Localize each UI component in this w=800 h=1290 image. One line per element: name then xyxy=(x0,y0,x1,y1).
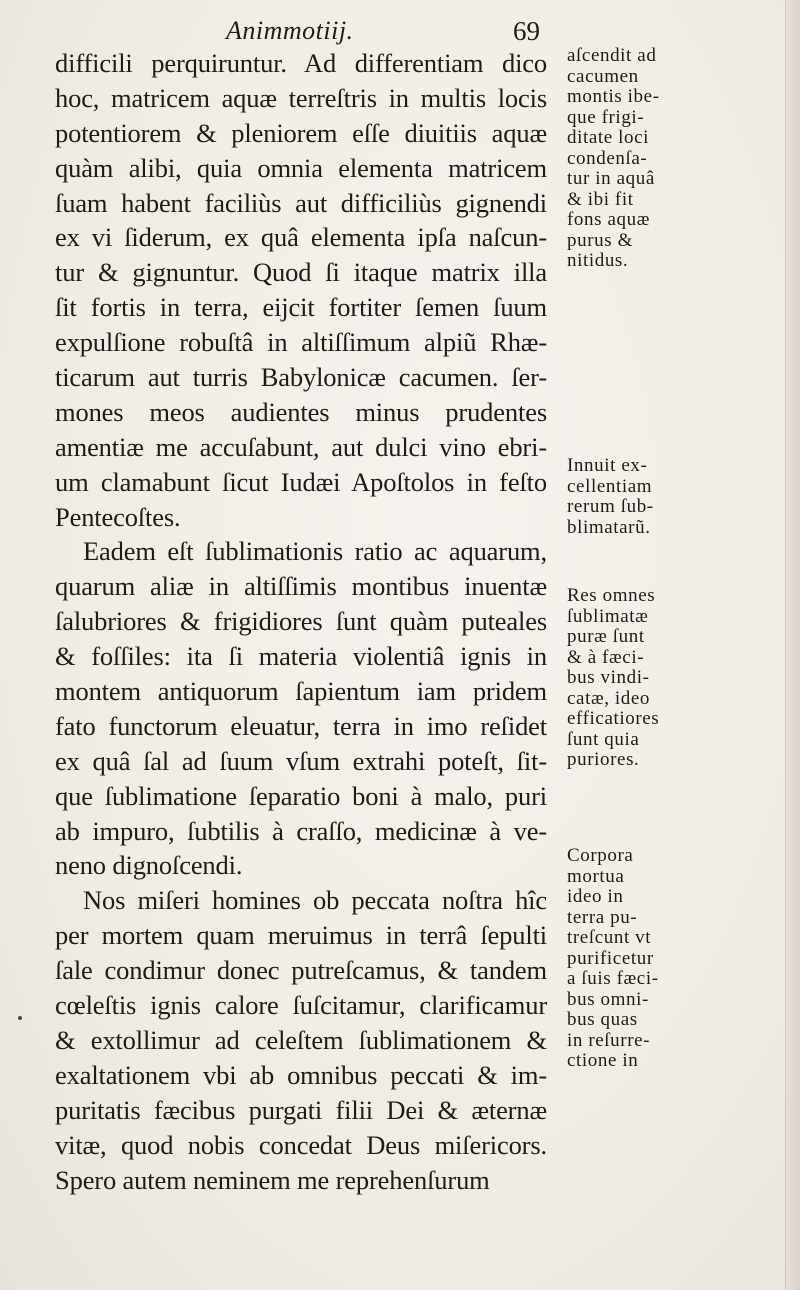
text-line: ſale condimur donec putreſcamus, & tandem xyxy=(55,955,547,986)
text-line: que ſublimatione ſeparatio boni à malo, puri xyxy=(55,780,547,811)
margin-note-line: fons aquæ xyxy=(567,209,650,230)
margin-note-line: que frigi- xyxy=(567,106,645,128)
text-line: Spero autem neminem me reprehenſurum xyxy=(55,1164,490,1195)
margin-note-line: Innuit ex- xyxy=(567,455,648,476)
text-line: Pentecoſtes. xyxy=(55,501,181,532)
text-line: ex quâ ſal ad ſuum vſum extrahi poteſt, ſit- xyxy=(55,745,547,776)
page-edge xyxy=(785,0,800,1290)
text-line: ſalubriores & frigidiores ſunt quàm puteales xyxy=(55,606,547,637)
text-line: exaltationem vbi ab omnibus peccati & im- xyxy=(55,1059,547,1090)
main-text-column xyxy=(55,46,547,1197)
text-line: vitæ, quod nobis concedat Deus miſericors. xyxy=(55,1129,547,1160)
margin-note-line: puriores. xyxy=(567,749,640,770)
text-line: & extollimur ad celeſtem ſublimationem & xyxy=(55,1024,547,1055)
margin-note-line: bus quas xyxy=(567,1009,638,1030)
margin-note-line: & ibi fit xyxy=(567,188,634,210)
text-line: ticarum aut turris Babylonicæ cacumen. ſer- xyxy=(55,362,547,393)
margin-note-line: ſublimatæ xyxy=(567,605,649,627)
text-line: expulſione robuſtâ in altiſſimum alpiũ Rhæ- xyxy=(55,327,547,358)
margin-note-line: ſunt quia xyxy=(567,728,640,750)
margin-note-line: a ſuis fæci- xyxy=(567,968,659,989)
margin-note xyxy=(567,46,660,272)
text-line: difficili perquiruntur. Ad differentiam dico xyxy=(55,48,547,78)
margin-note-line: cellentiam xyxy=(567,475,653,497)
margin-note-line: mortua xyxy=(567,865,625,887)
text-line: ex vi ſiderum, ex quâ elementa ipſa naſcun- xyxy=(55,222,547,253)
page-header xyxy=(190,14,540,48)
margin-note xyxy=(567,456,654,538)
margin-note-line: aſcendit ad xyxy=(567,45,657,66)
margin-note-line: rerum ſub- xyxy=(567,496,654,517)
text-line: ſuam habent faciliùs aut difficiliùs gignendi xyxy=(55,187,547,218)
margin-note-line: puræ ſunt xyxy=(567,626,645,647)
margin-note-line: catæ, ideo xyxy=(567,687,651,709)
margin-note-line: Res omnes xyxy=(567,585,656,606)
text-line: quarum aliæ in altiſſimis montibus inuentæ xyxy=(55,571,547,602)
text-line: & foſſiles: ita ſi materia violentiâ ignis in xyxy=(55,641,547,672)
ink-speck xyxy=(18,1016,22,1020)
margin-note xyxy=(567,846,659,1072)
margin-note-line: bus vindi- xyxy=(567,667,650,688)
margin-note-line: tur in aquâ xyxy=(567,168,655,189)
margin-note-line: Corpora xyxy=(567,845,634,866)
text-line: ſit fortis in terra, eijcit fortiter ſemen ſuum xyxy=(55,292,547,323)
text-line: tur & gignuntur. Quod ſi itaque matrix illa xyxy=(55,257,547,288)
margin-note-line: ditate loci xyxy=(567,127,650,148)
margin-note-line: cacumen xyxy=(567,65,639,87)
text-line: um clamabunt ſicut Iudæi Apoſtolos in feſto xyxy=(55,466,547,497)
text-line: per mortem quam meruimus in terrâ ſepulti xyxy=(55,920,547,951)
text-line: mones meos audientes minus prudentes xyxy=(55,396,547,427)
margin-note-line: in reſurre- xyxy=(567,1029,651,1051)
text-line: neno dignoſcendi. xyxy=(55,850,243,881)
text-line: quàm alibi, quia omnia elementa matricem xyxy=(55,152,547,183)
margin-note-line: nitidus. xyxy=(567,250,629,271)
text-line: puritatis fæcibus purgati filii Dei & æternæ xyxy=(55,1094,547,1125)
margin-note-line: & à fæci- xyxy=(567,646,645,668)
margin-note-line: treſcunt vt xyxy=(567,927,652,948)
text-line: cœleſtis ignis calore ſuſcitamur, clarificamur xyxy=(55,990,547,1021)
running-title: Animmotiij. xyxy=(226,16,354,45)
margin-note-line: ideo in xyxy=(567,886,624,907)
margin-note-line: terra pu- xyxy=(567,906,638,928)
text-line: amentiæ me accuſabunt, aut dulci vino ebri- xyxy=(55,431,547,462)
margin-note-line: condenſa- xyxy=(567,147,648,169)
text-line: montem antiquorum ſapientum iam pridem xyxy=(55,676,547,707)
margin-note-line: ctione in xyxy=(567,1050,639,1071)
text-line: hoc, matricem aquæ terreſtris in multis locis xyxy=(55,82,547,113)
text-line: Eadem eſt ſublimationis ratio ac aquarum, xyxy=(83,536,547,567)
margin-note-line: purus & xyxy=(567,229,633,251)
margin-note-line: efficatiores xyxy=(567,708,660,729)
text-line: fato functorum eleuatur, terra in imo reſidet xyxy=(55,710,547,741)
text-line: Nos miſeri homines ob peccata noſtra hîc xyxy=(83,885,547,916)
text-line: potentiorem & pleniorem eſſe diuitiis aquæ xyxy=(55,117,547,148)
margin-note-line: blimatarũ. xyxy=(567,516,651,538)
page-number: 69 xyxy=(513,16,540,46)
margin-note-line: bus omni- xyxy=(567,988,649,1010)
margin-note xyxy=(567,586,659,771)
margin-note-line: montis ibe- xyxy=(567,86,660,107)
margin-note-line: purificetur xyxy=(567,947,654,969)
text-line: ab impuro, ſubtilis à craſſo, medicinæ à ve- xyxy=(55,815,547,846)
